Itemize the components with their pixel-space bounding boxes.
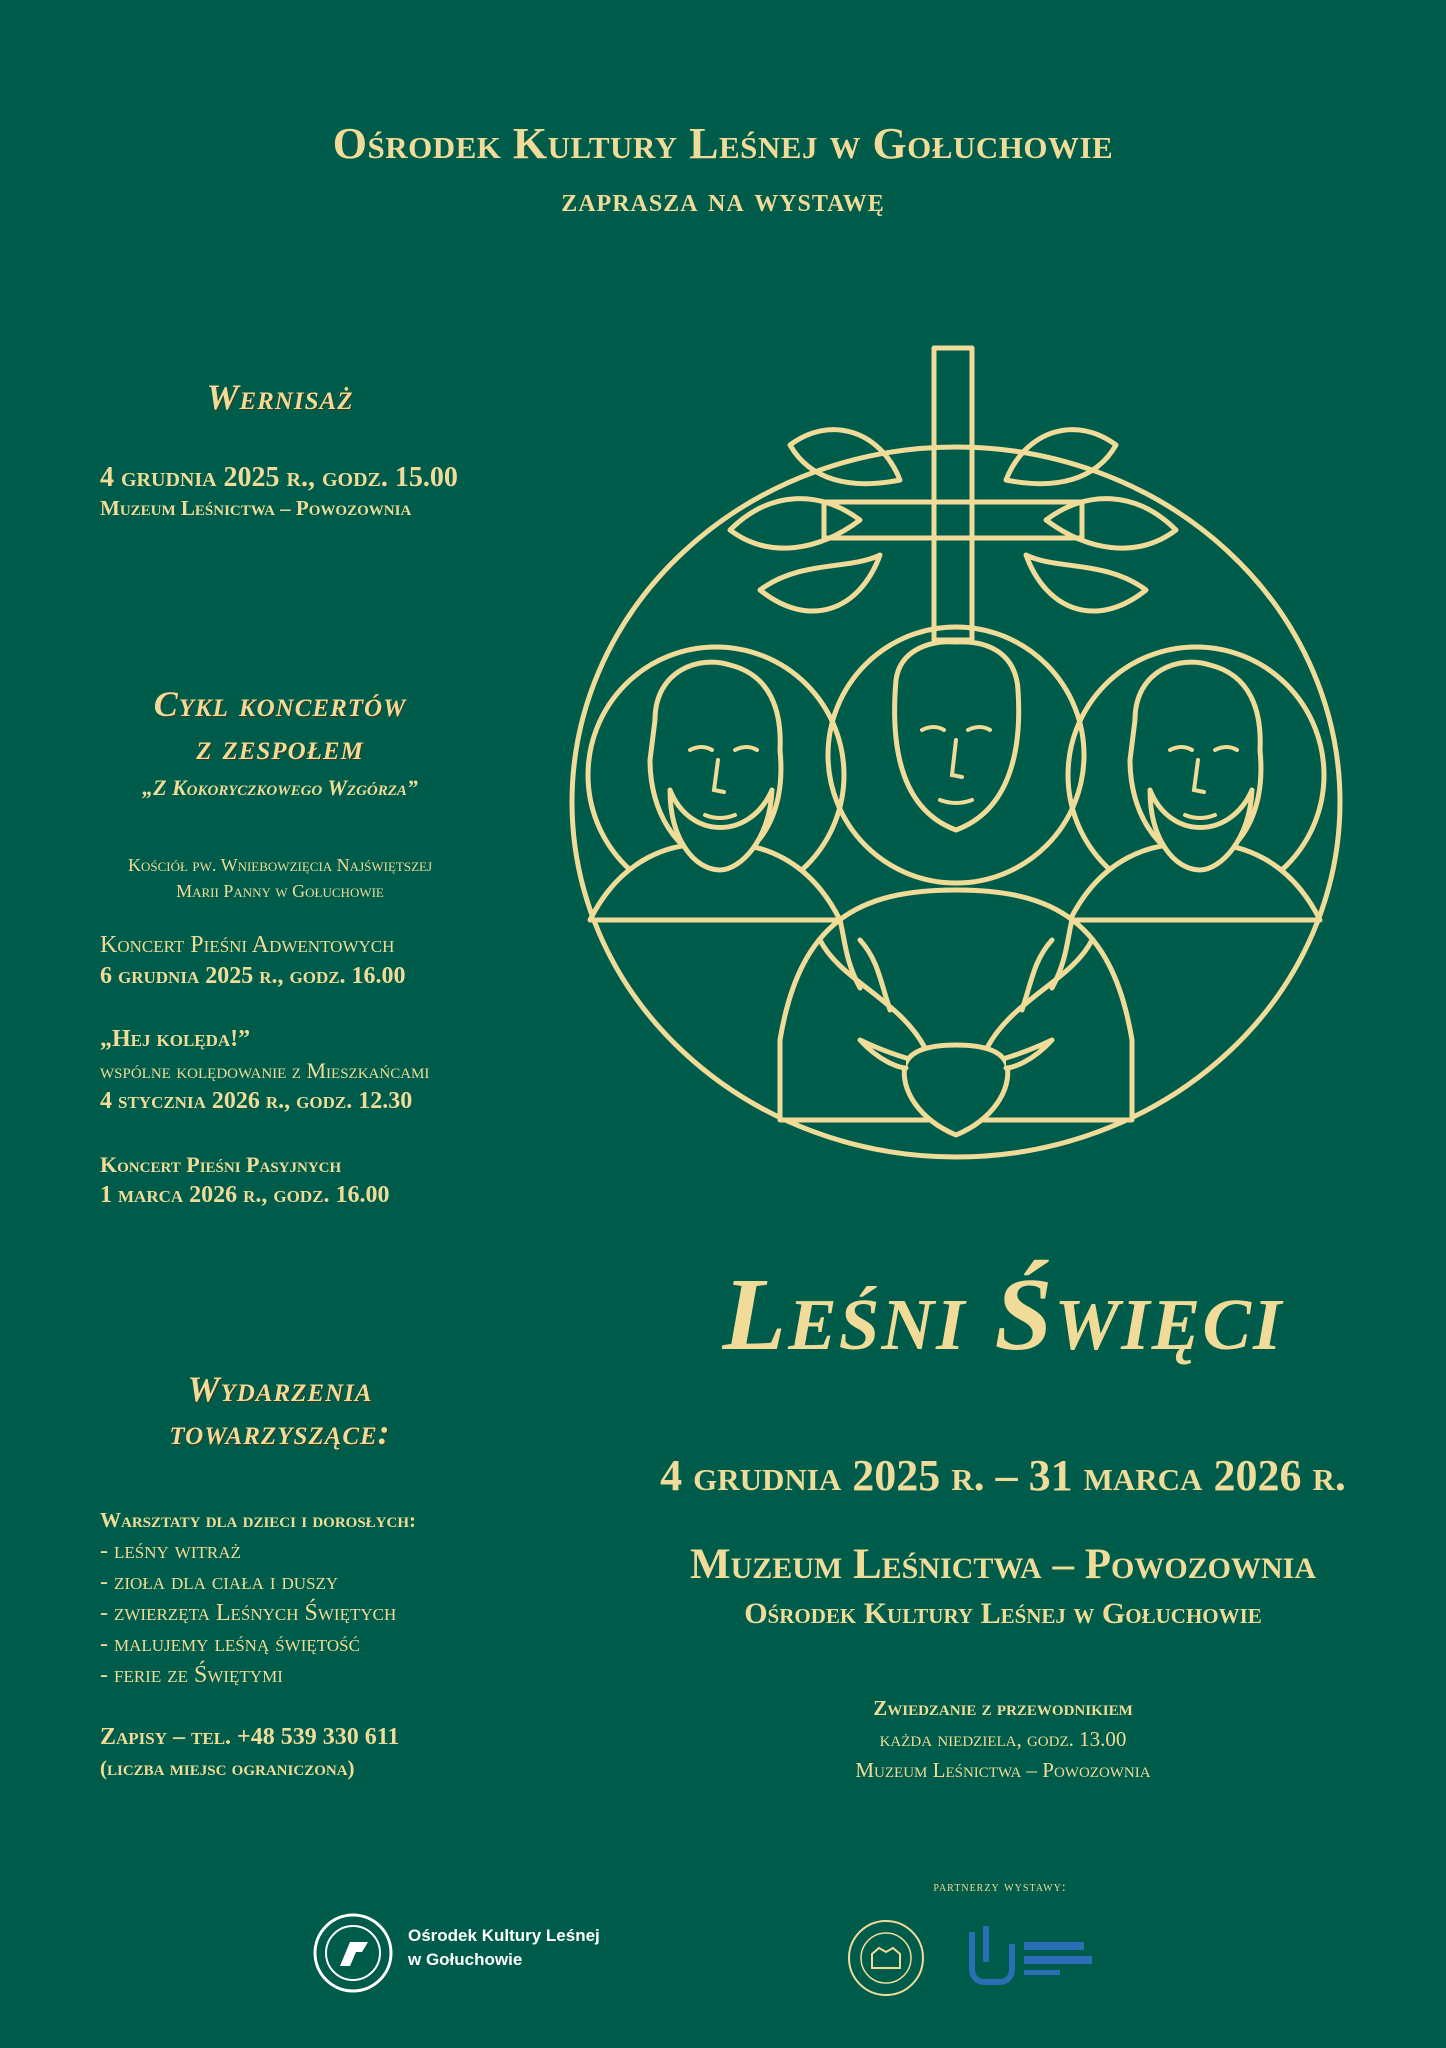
partner-regional-museum-logo-icon <box>968 1922 1128 1992</box>
concert-name: Koncert Pieśni Adwentowych <box>100 932 395 958</box>
concert-datetime: 1 marca 2026 r., godz. 16.00 <box>100 1182 390 1208</box>
list-item: - zioła dla ciała i duszy <box>100 1569 339 1595</box>
concert-item <box>100 930 560 992</box>
workshops-block <box>100 1505 560 1691</box>
oak-leaf <box>1046 499 1176 548</box>
concerts-venue-line2: Marii Panny w Gołuchowie <box>176 881 384 901</box>
list-item: - malujemy leśną świętość <box>100 1631 360 1657</box>
signup-phone: Zapisy – tel. +48 539 330 611 <box>100 1724 400 1750</box>
vernissage-place: Muzeum Leśnictwa – Powozownia <box>100 496 412 520</box>
events-title-line2: towarzyszące: <box>169 1412 391 1452</box>
footer-org-name <box>408 1924 600 1972</box>
exhibition-venue: Muzeum Leśnictwa – Powozownia <box>689 1541 1316 1588</box>
list-item: - ferie ze Świętymi <box>100 1662 283 1688</box>
concert-item <box>100 1024 560 1117</box>
invite-subheading: zaprasza na wystawę <box>561 182 885 219</box>
concert-name: Koncert Pieśni Pasyjnych <box>100 1152 342 1177</box>
signup-limited: (liczba miejsc ograniczona) <box>100 1756 355 1780</box>
guided-tour-where: Muzeum Leśnictwa – Powozownia <box>855 1758 1151 1782</box>
vernissage-datetime: 4 grudnia 2025 r., godz. 15.00 <box>100 462 458 493</box>
organizer-heading: Ośrodek Kultury Leśnej w Gołuchowie <box>332 119 1114 168</box>
workshops-heading: Warsztaty dla dzieci i dorosłych: <box>100 1508 416 1532</box>
vernissage-title: Wernisaż <box>206 377 354 417</box>
list-item: - zwierzęta Leśnych Świętych <box>100 1600 397 1626</box>
cross-vertical <box>934 348 972 640</box>
lasy-panstwowe-logo-icon <box>312 1912 394 1994</box>
events-title-line1: Wydarzenia <box>187 1369 373 1409</box>
concerts-band-name: „Z Kokoryczkowego Wzgórza” <box>142 775 418 800</box>
concert-datetime: 6 grudnia 2025 r., godz. 16.00 <box>100 963 406 989</box>
concerts-venue-line1: Kościół pw. Wniebowzięcia Najświętszej <box>127 855 433 875</box>
concerts-venue <box>0 852 560 904</box>
partner-museum-seal-icon <box>846 1918 926 1998</box>
footer-org-line2: w Gołuchowie <box>408 1950 523 1969</box>
oak-leaf <box>1026 555 1146 611</box>
list-item: - leśny witraż <box>100 1538 241 1564</box>
footer-org-line1: Ośrodek Kultury Leśnej <box>408 1926 600 1945</box>
oak-leaf <box>730 499 860 548</box>
partners-label: partnerzy wystawy: <box>933 1880 1067 1895</box>
cross-horizontal <box>824 502 1082 538</box>
signup-block <box>100 1722 560 1784</box>
guided-tour-block <box>560 1693 1446 1786</box>
exhibition-dates: 4 grudnia 2025 r. – 31 marca 2026 r. <box>660 1451 1346 1500</box>
oak-leaf <box>760 555 880 611</box>
concert-item <box>100 1149 560 1211</box>
concert-datetime: 4 stycznia 2026 r., godz. 12.30 <box>100 1088 413 1114</box>
guided-tour-when: każda niedziela, godz. 13.00 <box>879 1727 1127 1751</box>
concerts-title-line1: Cykl koncertów <box>153 684 407 724</box>
concert-name: „Hej kolęda!” <box>100 1026 251 1052</box>
saints-illustration <box>560 320 1350 1240</box>
vernissage-info <box>100 462 560 524</box>
concerts-title-line2: z zespołem <box>196 727 364 767</box>
exhibition-title: Leśni Święci <box>722 1257 1284 1372</box>
oak-leaf <box>1006 430 1116 484</box>
guided-tour-heading: Zwiedzanie z przewodnikiem <box>873 1696 1133 1720</box>
exhibition-organizer: Ośrodek Kultury Leśnej w Gołuchowie <box>744 1597 1262 1630</box>
concert-extra: wspólne kolędowanie z Mieszkańcami <box>100 1058 430 1083</box>
